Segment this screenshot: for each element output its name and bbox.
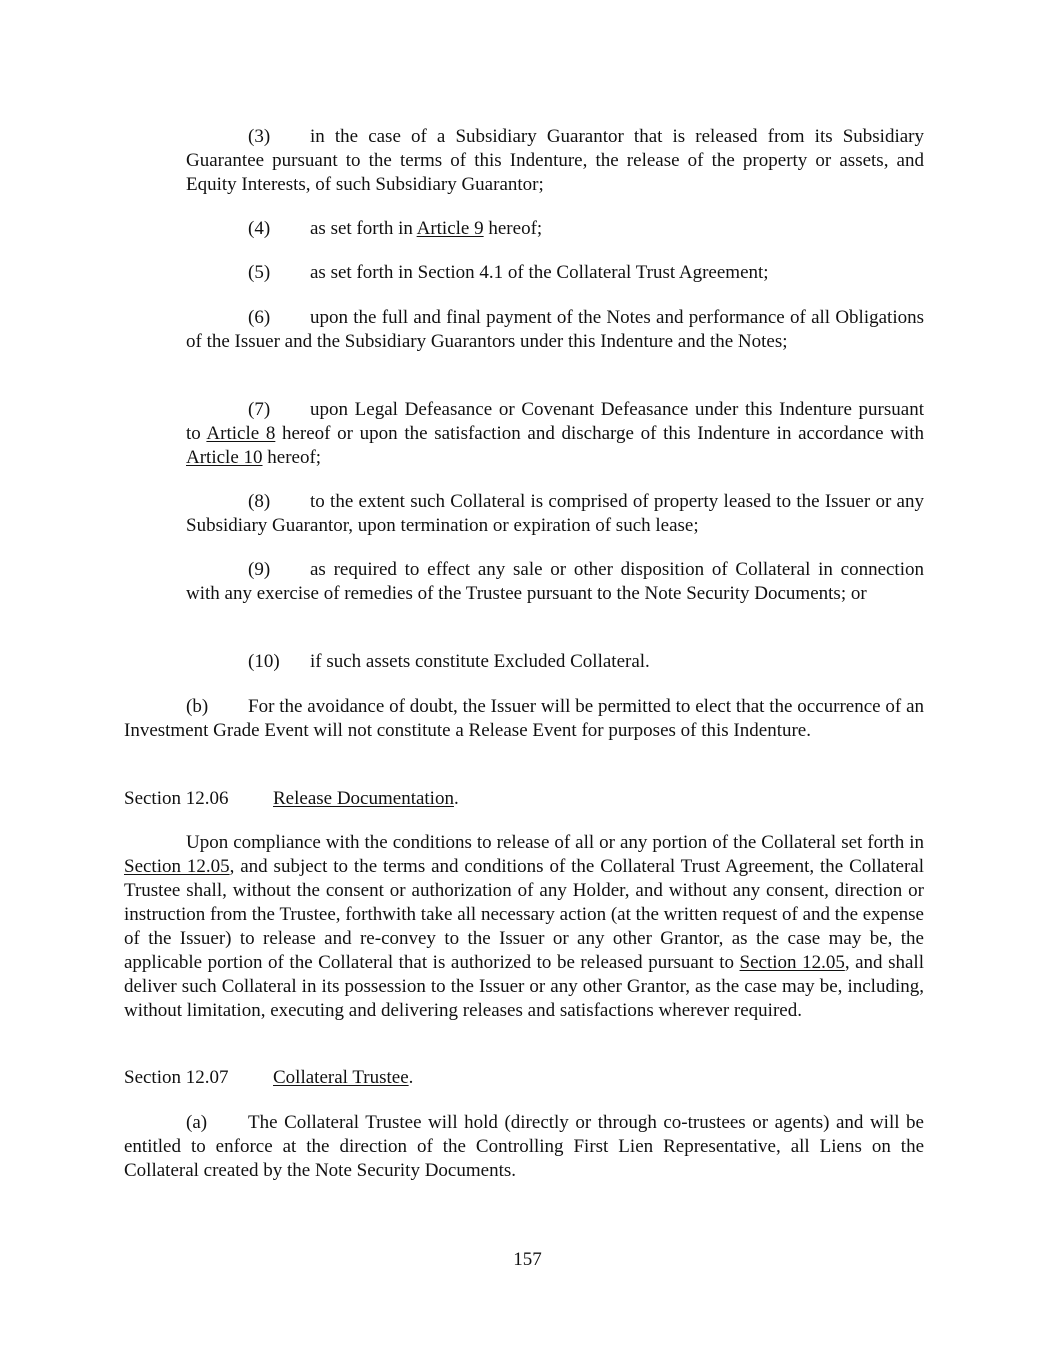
item-text: upon the full and final payment of the Notes and performance of all Obligations of the Issuer and the Subsidiary Guarantors under this Indenture and the Notes; (186, 307, 924, 352)
body-text-1: Upon compliance with the conditions to release of all or any portion of the Collateral set forth in (186, 832, 924, 853)
page-number: 157 (513, 1249, 542, 1270)
item-text: upon Legal Defeasance or Covenant Defeasance under this Indenture pursuant to (186, 399, 924, 444)
item-text-end: hereof; (483, 218, 543, 239)
section-12-06-heading (124, 787, 924, 811)
item-text: in the case of a Subsidiary Guarantor that is released from its Subsidiary Guarantee pursuant to the terms of this Indenture, the release of the property or assets, and Equity Interests, of such Subsidiary Guarantor; (186, 126, 924, 195)
item-text: as required to effect any sale or other disposition of Collateral in connection with any exercise of remedies of the Trustee pursuant to the Note Security Documents; or (186, 559, 924, 604)
item-number: (7) (248, 399, 271, 420)
section-title-period: . (453, 788, 459, 809)
paragraph-text: The Collateral Trustee will hold (directly or through co-trustees or agents) and will be entitled to enforce at the direction of the Controlling First Lien Representative, all Liens on the Collateral created by the Note Security Documents. (124, 1112, 924, 1181)
item-number: (4) (248, 218, 271, 239)
item-text-end: hereof; (262, 447, 322, 468)
article-9-link[interactable]: Article 9 (416, 218, 484, 239)
item-text: as set forth in Section 4.1 of the Collateral Trust Agreement; (310, 262, 769, 283)
list-item-10 (186, 650, 924, 674)
list-item-8 (186, 490, 924, 538)
paragraph-b (124, 695, 924, 743)
item-number: (10) (248, 651, 280, 672)
item-text: to the extent such Collateral is comprised of property leased to the Issuer or any Subsidiary Guarantor, upon termination or expiration of such lease; (186, 491, 924, 536)
item-number: (6) (248, 307, 271, 328)
section-12-07-heading (124, 1066, 924, 1090)
section-number: Section 12.06 (124, 788, 229, 809)
paragraph-text: For the avoidance of doubt, the Issuer will be permitted to elect that the occurrence of an Investment Grade Event will not constitute a Release Event for purposes of this Indenture. (124, 696, 924, 741)
section-title-period: . (408, 1067, 414, 1088)
item-text-mid: hereof or upon the satisfaction and discharge of this Indenture in accordance with (275, 423, 924, 444)
list-item-3 (186, 125, 924, 197)
item-text: as set forth in (310, 218, 417, 239)
section-number: Section 12.07 (124, 1067, 229, 1088)
list-item-5 (186, 261, 924, 285)
paragraph-number: (a) (186, 1112, 208, 1133)
article-10-link[interactable]: Article 10 (186, 447, 263, 468)
list-item-6 (186, 306, 924, 354)
list-item-7 (186, 398, 924, 470)
list-item-4 (186, 217, 924, 241)
item-text: if such assets constitute Excluded Collateral. (310, 651, 650, 672)
item-number: (5) (248, 262, 271, 283)
section-title: Collateral Trustee (273, 1067, 409, 1088)
body-text-2: , and subject to the terms and conditions of the Collateral Trust Agreement, the Collateral Trustee shall, without the consent or authorization of any Holder, and without any consent, direction or instruction from the Trustee, forthwith take all necessary action (at the written request of and the expense of the Issuer) to release and re-convey to the Issuer or any other Grantor, as the case may be, the applicable portion of the Collateral that is authorized to be released pursuant to (124, 856, 924, 973)
paragraph-number: (b) (186, 696, 209, 717)
item-number: (8) (248, 491, 271, 512)
item-number: (9) (248, 559, 271, 580)
item-number: (3) (248, 126, 271, 147)
list-item-9 (186, 558, 924, 606)
article-8-link[interactable]: Article 8 (206, 423, 276, 444)
section-12-06-body (124, 831, 924, 1023)
section-12-05-link-2[interactable]: Section 12.05 (739, 952, 845, 973)
section-12-07-paragraph-a (124, 1111, 924, 1183)
section-title: Release Documentation (273, 788, 454, 809)
body-text-3: , and shall deliver such Collateral in its possession to the Issuer or any other Grantor, as the case may be, including, without limitation, executing and delivering releases and satisfactions wherever required. (124, 952, 924, 1021)
section-12-05-link[interactable]: Section 12.05 (124, 856, 230, 877)
